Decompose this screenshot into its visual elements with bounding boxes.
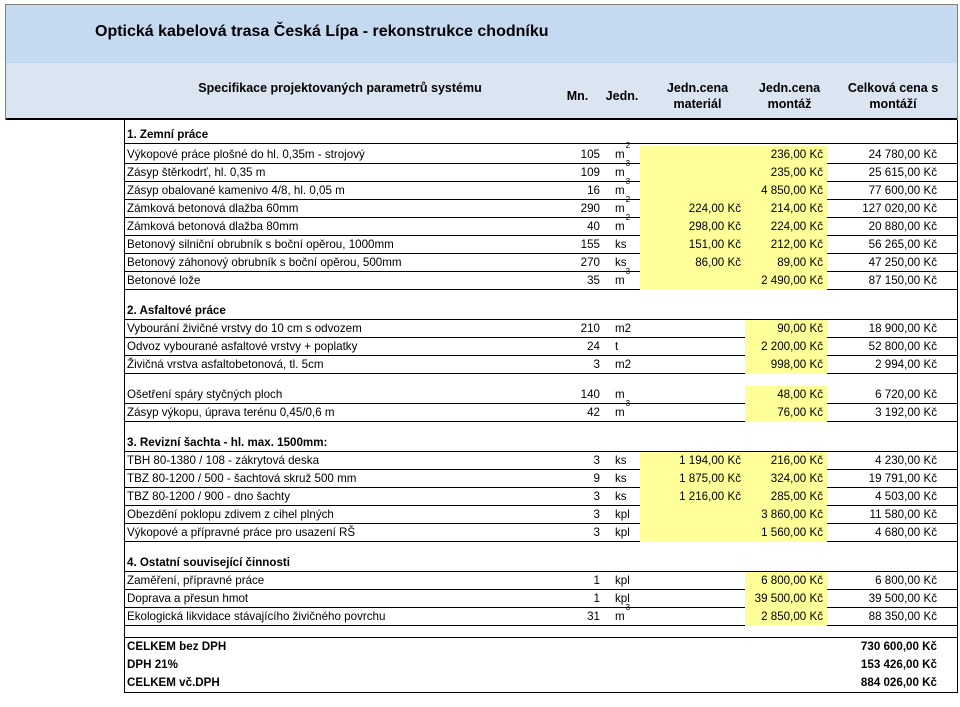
- header-total-2: montáží: [869, 97, 917, 111]
- summary-value: 730 600,00 Kč: [860, 640, 937, 653]
- item-unit-text: kpl: [615, 526, 630, 539]
- section-title: 2. Asfaltové práce: [127, 304, 226, 317]
- item-unit-price-installation: 2 490,00 Kč: [745, 272, 827, 290]
- summary-value: 884 026,00 Kč: [860, 676, 937, 689]
- item-quantity: 3: [593, 526, 600, 539]
- item-quantity: 9: [593, 472, 600, 485]
- item-quantity: 270: [580, 256, 600, 269]
- item-quantity: 290: [580, 202, 600, 215]
- item-total: 56 265,00 Kč: [868, 238, 937, 251]
- item-unit-text: m2: [615, 358, 632, 371]
- header-jc-material-2: materiál: [673, 97, 722, 111]
- item-description: Zásyp výkopu, úprava terénu 0,45/0,6 m: [127, 406, 335, 419]
- item-description: Zaměření, přípravné práce: [127, 574, 265, 587]
- item-quantity: 16: [587, 184, 600, 197]
- section-title: 1. Zemní práce: [127, 128, 209, 141]
- title-frame: [5, 4, 958, 120]
- item-total: 4 680,00 Kč: [875, 526, 937, 539]
- item-description: TBZ 80-1200 / 900 - dno šachty: [127, 490, 291, 503]
- item-unit-price-installation: 998,00 Kč: [745, 356, 827, 374]
- item-unit-price-material: 1 216,00 Kč: [640, 488, 745, 506]
- summary-label: CELKEM vč.DPH: [127, 676, 220, 689]
- item-quantity: 105: [580, 148, 600, 161]
- item-quantity: 109: [580, 166, 600, 179]
- item-quantity: 140: [580, 388, 600, 401]
- item-unit-exponent: 3: [625, 399, 631, 409]
- item-quantity: 42: [587, 406, 600, 419]
- table-frame: [124, 120, 958, 693]
- item-unit-text: kpl: [615, 574, 630, 587]
- item-total: 18 900,00 Kč: [868, 322, 937, 335]
- item-description: Doprava a přesun hmot: [127, 592, 249, 605]
- item-description: Betonový silniční obrubník s boční opěrou, 1000mm: [127, 238, 394, 251]
- item-unit-price-installation: 1 560,00 Kč: [745, 524, 827, 542]
- item-total: 88 350,00 Kč: [868, 610, 937, 623]
- item-total: 25 615,00 Kč: [868, 166, 937, 179]
- item-total: 4 230,00 Kč: [875, 454, 937, 467]
- section-title: 4. Ostatní související činnosti: [127, 556, 291, 569]
- header-total-1: Celková cena s: [847, 81, 939, 95]
- item-unit-exponent: 3: [625, 603, 631, 613]
- item-unit-price-material: 151,00 Kč: [640, 236, 745, 254]
- item-total: 24 780,00 Kč: [868, 148, 937, 161]
- item-unit-price-installation: 216,00 Kč: [745, 452, 827, 470]
- item-description: Zámková betonová dlažba 80mm: [127, 220, 299, 233]
- item-unit-text: ks: [615, 472, 627, 485]
- item-total: 11 580,00 Kč: [869, 508, 937, 521]
- item-unit-text: m: [615, 166, 625, 179]
- item-description: TBZ 80-1200 / 500 - šachtová skruž 500 mm: [127, 472, 357, 485]
- item-unit-text: m: [615, 274, 625, 287]
- item-quantity: 24: [587, 340, 600, 353]
- item-unit-text: m: [615, 610, 625, 623]
- item-total: 39 500,00 Kč: [868, 592, 937, 605]
- item-quantity: 40: [587, 220, 600, 233]
- item-unit-text: m: [615, 184, 625, 197]
- item-quantity: 3: [593, 490, 600, 503]
- item-unit-price-installation: 89,00 Kč: [745, 254, 827, 272]
- item-quantity: 155: [580, 238, 600, 251]
- item-unit-price-material: 1 875,00 Kč: [640, 470, 745, 488]
- header-jc-montaz-1: Jedn.cena: [758, 81, 821, 95]
- item-unit-price-installation: 236,00 Kč: [745, 146, 827, 164]
- item-unit-exponent: 3: [625, 177, 631, 187]
- item-unit-text: ks: [615, 256, 627, 269]
- item-unit-price-installation: 324,00 Kč: [745, 470, 827, 488]
- item-unit-price-material: 86,00 Kč: [640, 254, 745, 272]
- item-unit-price-installation: 214,00 Kč: [745, 200, 827, 218]
- item-total: 6 800,00 Kč: [875, 574, 937, 587]
- item-unit-exponent: 3: [625, 159, 631, 169]
- item-description: Zásyp štěrkodrť, hl. 0,35 m: [127, 166, 266, 179]
- section-title: 3. Revizní šachta - hl. max. 1500mm:: [127, 436, 328, 449]
- item-total: 87 150,00 Kč: [868, 274, 937, 287]
- item-unit-text: m: [615, 406, 625, 419]
- item-description: Vybourání živičné vrstvy do 10 cm s odvozem: [127, 322, 362, 335]
- header-jc-material-1: Jedn.cena: [666, 81, 729, 95]
- item-unit-price-installation: 285,00 Kč: [745, 488, 827, 506]
- item-quantity: 3: [593, 508, 600, 521]
- item-total: 77 600,00 Kč: [868, 184, 937, 197]
- item-quantity: 1: [593, 574, 600, 587]
- header-jedn: Jedn.: [605, 89, 639, 103]
- item-description: TBH 80-1380 / 108 - zákrytová deska: [127, 454, 320, 467]
- header-jc-montaz-2: montáž: [767, 97, 812, 111]
- item-total: 4 503,00 Kč: [875, 490, 937, 503]
- item-unit-text: m: [615, 148, 625, 161]
- summary-label: DPH 21%: [127, 658, 178, 671]
- item-quantity: 3: [593, 454, 600, 467]
- item-unit-price-installation: 2 200,00 Kč: [745, 338, 827, 356]
- header-spec: Specifikace projektovaných parametrů systému: [198, 81, 482, 95]
- item-description: Zásyp obalované kamenivo 4/8, hl. 0,05 m: [127, 184, 345, 197]
- item-unit-exponent: 2: [625, 213, 631, 223]
- item-total: 6 720,00 Kč: [875, 388, 937, 401]
- item-total: 127 020,00 Kč: [862, 202, 937, 215]
- item-total: 20 880,00 Kč: [868, 220, 937, 233]
- item-unit-price-material: 224,00 Kč: [640, 200, 745, 218]
- item-description: Betonové lože: [127, 274, 201, 287]
- item-unit-price-installation: 90,00 Kč: [745, 320, 827, 338]
- item-unit-price-material: 298,00 Kč: [640, 218, 745, 236]
- item-description: Obezdění poklopu zdivem z cihel plných: [127, 508, 334, 521]
- item-total: 2 994,00 Kč: [875, 358, 937, 371]
- header-mn: Mn.: [566, 89, 589, 103]
- item-unit-text: m: [615, 202, 625, 215]
- item-unit-price-material: 1 194,00 Kč: [640, 452, 745, 470]
- item-unit-price-installation: 39 500,00 Kč: [745, 590, 827, 608]
- page-title: Optická kabelová trasa Česká Lípa - rekonstrukce chodníku: [95, 23, 549, 40]
- item-unit-exponent: 2: [625, 141, 631, 151]
- item-unit-price-installation: 6 800,00 Kč: [745, 572, 827, 590]
- item-unit-price-installation: 212,00 Kč: [745, 236, 827, 254]
- item-total: 19 791,00 Kč: [868, 472, 937, 485]
- item-total: 52 800,00 Kč: [868, 340, 937, 353]
- item-total: 47 250,00 Kč: [868, 256, 937, 269]
- item-unit-text: m: [615, 388, 625, 401]
- item-unit-text: t: [615, 340, 619, 353]
- item-quantity: 210: [580, 322, 600, 335]
- item-unit-text: ks: [615, 238, 627, 251]
- item-unit-price-installation: 48,00 Kč: [745, 386, 827, 404]
- item-quantity: 3: [593, 358, 600, 371]
- item-description: Zámková betonová dlažba 60mm: [127, 202, 299, 215]
- item-description: Živičná vrstva asfaltobetonová, tl. 5cm: [127, 358, 324, 371]
- item-unit-price-installation: 235,00 Kč: [745, 164, 827, 182]
- item-unit-exponent: 2: [625, 195, 631, 205]
- item-unit-price-installation: 224,00 Kč: [745, 218, 827, 236]
- item-unit-text: kpl: [615, 508, 630, 521]
- item-total: 3 192,00 Kč: [875, 406, 937, 419]
- item-unit-text: kpl: [615, 592, 630, 605]
- item-unit-price-installation: 4 850,00 Kč: [745, 182, 827, 200]
- item-quantity: 31: [587, 610, 600, 623]
- item-description: Výkopové a přípravné práce pro usazení RŠ: [127, 526, 356, 539]
- item-description: Ekologická likvidace stávajícího živičného povrchu: [127, 610, 386, 623]
- item-unit-price-installation: 3 860,00 Kč: [745, 506, 827, 524]
- item-unit-text: ks: [615, 490, 627, 503]
- summary-value: 153 426,00 Kč: [860, 658, 937, 671]
- summary-label: CELKEM bez DPH: [127, 640, 227, 653]
- item-unit-text: m: [615, 220, 625, 233]
- item-unit-exponent: 3: [625, 267, 631, 277]
- item-unit-price-installation: 76,00 Kč: [745, 404, 827, 422]
- item-description: Odvoz vybourané asfaltové vrstvy + poplatky: [127, 340, 358, 353]
- item-unit-price-installation: 2 850,00 Kč: [745, 608, 827, 626]
- item-quantity: 1: [593, 592, 600, 605]
- item-quantity: 35: [587, 274, 600, 287]
- item-description: Ošetření spáry styčných ploch: [127, 388, 283, 401]
- item-description: Výkopové práce plošné do hl. 0,35m - strojový: [127, 148, 365, 161]
- item-description: Betonový záhonový obrubník s boční opěrou, 500mm: [127, 256, 402, 269]
- item-unit-text: ks: [615, 454, 627, 467]
- item-unit-text: m2: [615, 322, 632, 335]
